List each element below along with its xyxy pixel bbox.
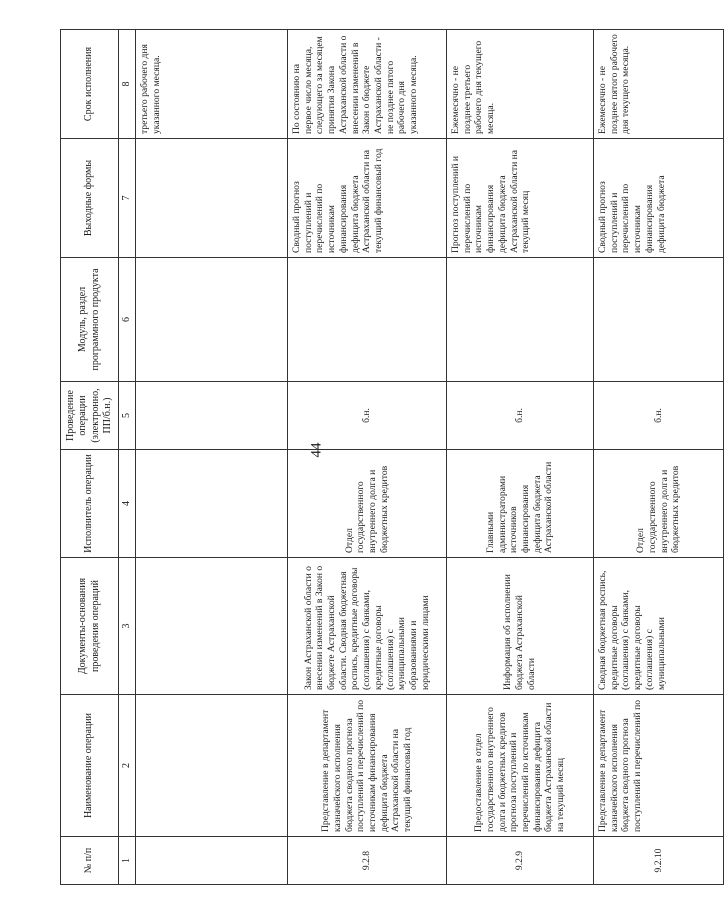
deadline: третьего рабочего дня указанного месяца. [136, 30, 288, 139]
header-cell: Модуль, раздел программного продукта [61, 258, 119, 382]
deadline: Ежемесячно - не позднее пятого рабочего дня текущего месяца. [594, 30, 724, 139]
output-forms: Прогноз поступлений и перечислений по источникам финансирования дефицита бюджета Астраханской области на текущий месяц [447, 139, 594, 258]
output-forms: Сводный прогноз поступлений и перечислений по источникам финансирования дефицита бюджета [594, 139, 724, 258]
column-number: 1 [119, 837, 136, 885]
executor: Главными администраторами источников финансирования дефицита бюджета Астраханской области [447, 450, 594, 558]
header-cell: Проведение операции (электронно, ПП/б.н.) [61, 382, 119, 450]
basis-documents: Информация об исполнении бюджета Астраханской области [447, 558, 594, 695]
column-number: 4 [119, 450, 136, 558]
table-row [136, 30, 288, 885]
software-module [594, 258, 724, 382]
software-module [136, 258, 288, 382]
software-module [447, 258, 594, 382]
software-module [288, 258, 447, 382]
operation-name: Предоставление в отдел государственного внутреннего долга и бюджетных кредитов прогноза поступлений и перечислений по источникам финансирования дефицита бюджета Астраханской области на текущий месяц [447, 695, 594, 837]
deadline: По состоянию на первое число месяца, следующего за месяцем принятия Закона Астраханской области о внесении изменений в Закон о бюджете Астраханской области - не позднее пятого рабочего дня указанного месяца. [288, 30, 447, 139]
header-cell: Наименование операции [61, 695, 119, 837]
header-cell: Исполнитель операции [61, 450, 119, 558]
row-number: 9.2.10 [594, 837, 724, 885]
column-number-row [119, 30, 136, 885]
operation-name: Представление в департамент казначейского исполнения бюджета сводного прогноза поступлений и перечислений по [594, 695, 724, 837]
column-number: 5 [119, 382, 136, 450]
output-forms: Сводный прогноз поступлений и перечислений по источникам финансирования дефицита бюджета Астраханской области на текущий финансовый год [288, 139, 447, 258]
rotated-page-content [60, 30, 682, 885]
executor [136, 450, 288, 558]
row-number: 9.2.9 [447, 837, 594, 885]
operation-mode: б.н. [288, 382, 447, 450]
operation-mode [136, 382, 288, 450]
header-cell: № п/п [61, 837, 119, 885]
column-number: 2 [119, 695, 136, 837]
row-number [136, 837, 288, 885]
header-row [61, 30, 119, 885]
basis-documents: Сводная бюджетная роспись, кредитные договоры (соглашения) с банками, кредитные договоры (соглашения) с муниципальными [594, 558, 724, 695]
operation-mode: б.н. [594, 382, 724, 450]
table-row [594, 30, 724, 885]
header-cell: Документы-основания проведения операций [61, 558, 119, 695]
operation-name: Представление в департамент казначейского исполнения бюджета сводного прогноза поступлений и перечислений по источникам финансирования дефицита бюджета Астраханской области на текущий финансовый год [288, 695, 447, 837]
column-number: 8 [119, 30, 136, 139]
page-number: 44 [308, 442, 325, 458]
output-forms [136, 139, 288, 258]
executor: Отдел государственного внутреннего долга и бюджетных кредитов [288, 450, 447, 558]
column-number: 7 [119, 139, 136, 258]
operations-table [60, 29, 724, 885]
deadline: Ежемесячно - не позднее третьего рабочего дня текущего месяца. [447, 30, 594, 139]
operation-mode: б.н. [447, 382, 594, 450]
header-cell: Выходные формы [61, 139, 119, 258]
table-row [447, 30, 594, 885]
header-cell: Срок исполнения [61, 30, 119, 139]
table-row [288, 30, 447, 885]
row-number: 9.2.8 [288, 837, 447, 885]
column-number: 6 [119, 258, 136, 382]
column-number: 3 [119, 558, 136, 695]
basis-documents [136, 558, 288, 695]
basis-documents: Закон Астраханской области о внесении изменений в Закон о бюджете Астраханской области. Сводная бюджетная роспись, кредитные договоры (соглашения) с банками, кредитные договоры (соглашения) с муниципальными образованиями и юридическими лицами [288, 558, 447, 695]
executor: Отдел государственного внутреннего долга и бюджетных кредитов [594, 450, 724, 558]
operation-name [136, 695, 288, 837]
